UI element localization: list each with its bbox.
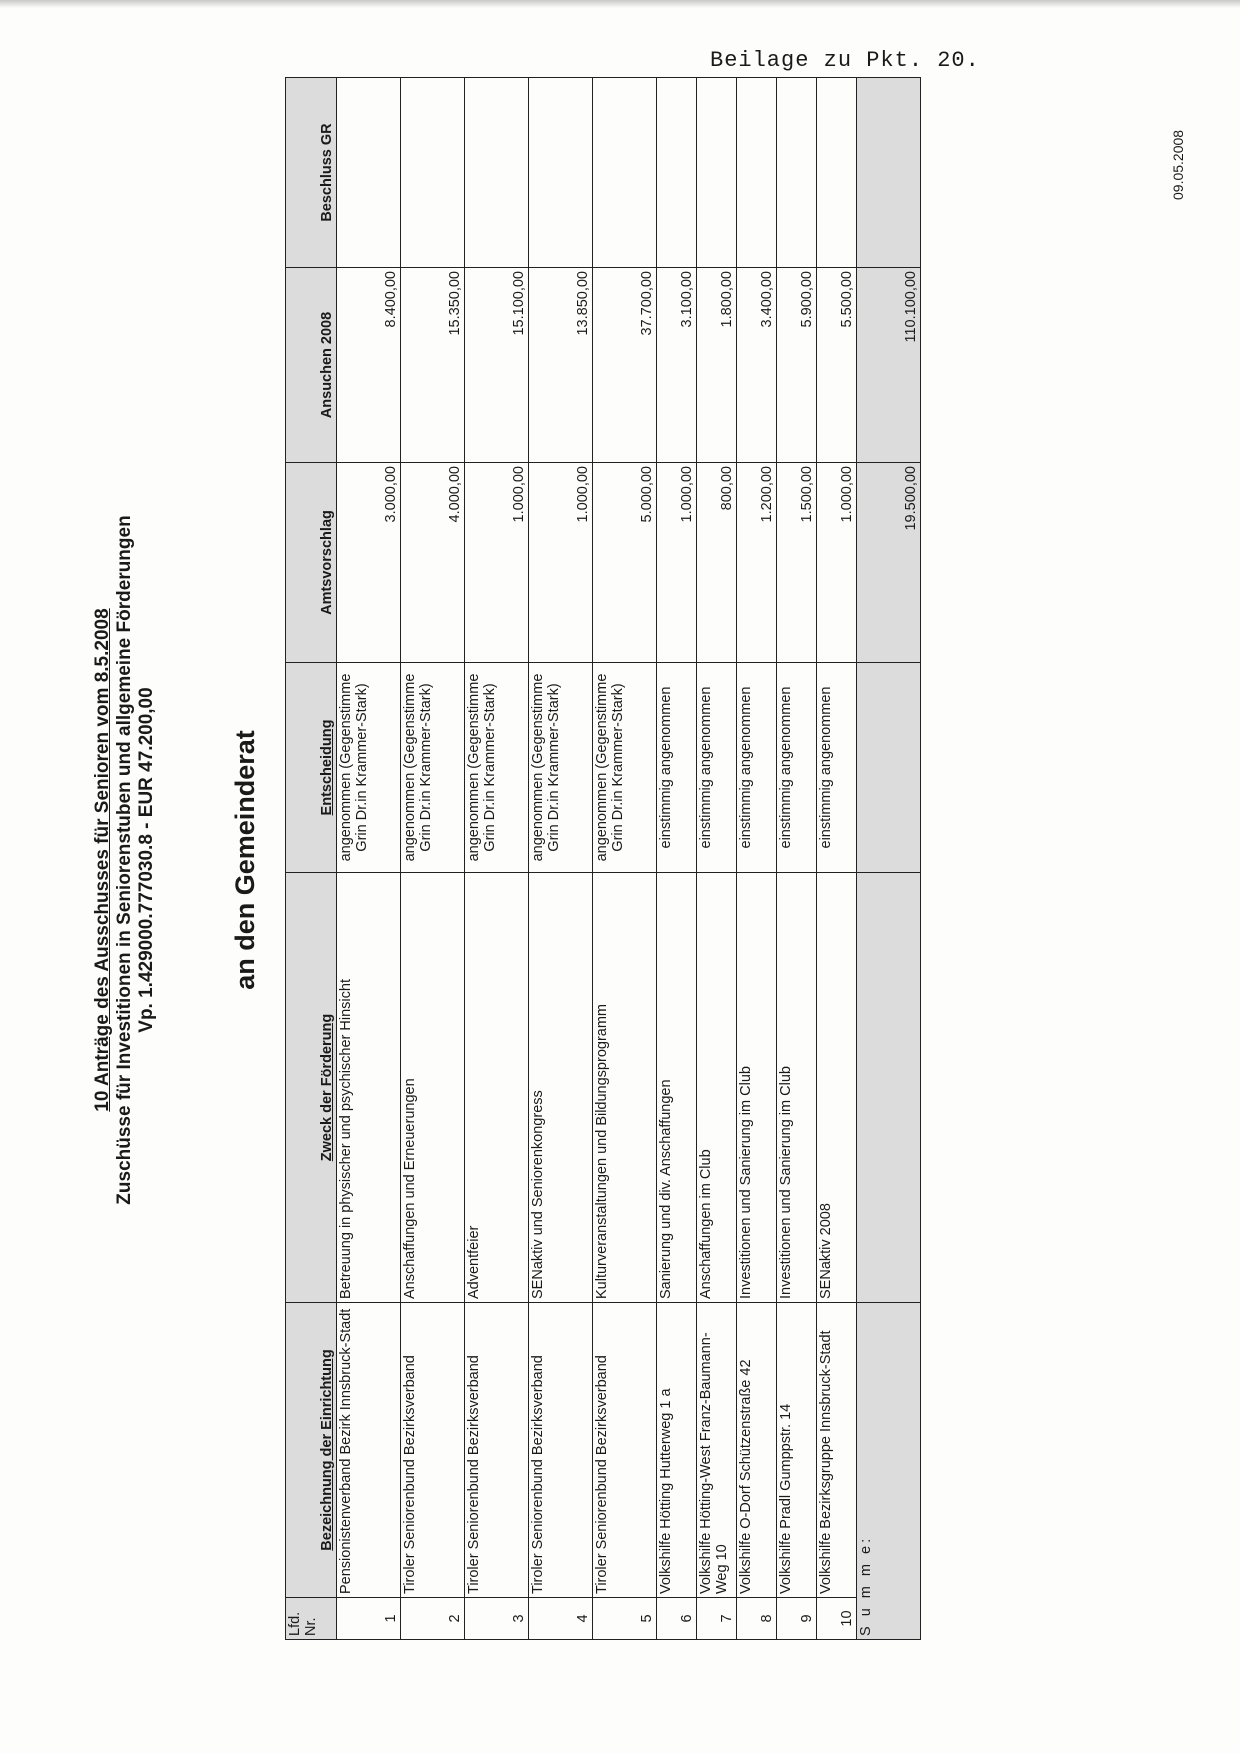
cell-zweck: SENaktiv und Seniorenkongress	[529, 873, 593, 1303]
cell-beschluss	[657, 78, 697, 268]
cell-entscheidung: angenommen (Gegenstimme Grin Dr.in Krammer-Stark)	[593, 663, 657, 873]
cell-amtsvorschlag: 1.000,00	[657, 463, 697, 663]
cell-amtsvorschlag: 1.500,00	[777, 463, 817, 663]
addressee: an den Gemeinderat	[230, 730, 260, 990]
cell-nr: 7	[697, 1598, 737, 1640]
cell-ansuchen: 1.800,00	[697, 268, 737, 463]
cell-entscheidung: angenommen (Gegenstimme Grin Dr.in Krammer-Stark)	[465, 663, 529, 873]
cell-ansuchen: 3.400,00	[737, 268, 777, 463]
sum-row	[857, 78, 921, 1640]
funding-table	[285, 77, 921, 1640]
table-header-row	[286, 78, 337, 1640]
cell-einrichtung: Volkshilfe Hötting Hutterweg 1 a	[657, 1303, 697, 1598]
header-ansuchen: Ansuchen 2008	[286, 268, 337, 463]
sum-amtsvorschlag: 19.500,00	[857, 463, 921, 663]
cell-zweck: Adventfeier	[465, 873, 529, 1303]
cell-entscheidung: einstimmig angenommen	[737, 663, 777, 873]
table-row	[401, 78, 465, 1640]
cell-ansuchen: 5.500,00	[817, 268, 857, 463]
sum-empty-entscheidung	[857, 663, 921, 873]
cell-nr: 8	[737, 1598, 777, 1640]
cell-einrichtung: Volkshilfe Pradl Gumppstr. 14	[777, 1303, 817, 1598]
cell-beschluss	[593, 78, 657, 268]
cell-zweck: SENaktiv 2008	[817, 873, 857, 1303]
cell-nr: 9	[777, 1598, 817, 1640]
cell-ansuchen: 15.350,00	[401, 268, 465, 463]
cell-entscheidung: angenommen (Gegenstimme Grin Dr.in Krammer-Stark)	[401, 663, 465, 873]
table-row	[593, 78, 657, 1640]
header-amtsvorschlag: Amtsvorschlag	[286, 463, 337, 663]
title-line-3: Vp. 1.429000.777030.8 - EUR 47.200,00	[136, 687, 157, 1033]
cell-einrichtung: Tiroler Seniorenbund Bezirksverband	[401, 1303, 465, 1598]
cell-entscheidung: angenommen (Gegenstimme Grin Dr.in Krammer-Stark)	[337, 663, 401, 873]
cell-zweck: Investitionen und Sanierung im Club	[737, 873, 777, 1303]
cell-einrichtung: Tiroler Seniorenbund Bezirksverband	[465, 1303, 529, 1598]
cell-beschluss	[337, 78, 401, 268]
cell-beschluss	[465, 78, 529, 268]
cell-ansuchen: 15.100,00	[465, 268, 529, 463]
cell-entscheidung: einstimmig angenommen	[817, 663, 857, 873]
sum-empty-zweck	[857, 873, 921, 1303]
rotated-document	[40, 10, 1160, 1710]
scan-edge	[0, 0, 1240, 8]
cell-einrichtung: Volkshilfe O-Dorf Schützenstraße 42	[737, 1303, 777, 1598]
cell-amtsvorschlag: 1.000,00	[465, 463, 529, 663]
cell-entscheidung: einstimmig angenommen	[697, 663, 737, 873]
cell-nr: 4	[529, 1598, 593, 1640]
cell-beschluss	[777, 78, 817, 268]
cell-beschluss	[817, 78, 857, 268]
cell-entscheidung: einstimmig angenommen	[657, 663, 697, 873]
title-line-1: 10 Anträge des Ausschusses für Senioren vom 8.5.2008	[92, 608, 113, 1112]
cell-einrichtung: Volkshilfe Bezirksgruppe Innsbruck-Stadt	[817, 1303, 857, 1598]
cell-nr: 10	[817, 1598, 857, 1640]
table-row	[697, 78, 737, 1640]
cell-zweck: Kulturveranstaltungen und Bildungsprogramm	[593, 873, 657, 1303]
header-zweck: Zweck der Förderung	[286, 873, 337, 1303]
cell-ansuchen: 37.700,00	[593, 268, 657, 463]
cell-entscheidung: einstimmig angenommen	[777, 663, 817, 873]
cell-einrichtung: Volkshilfe Hötting-West Franz-Baumann-Weg 10	[697, 1303, 737, 1598]
table-row	[465, 78, 529, 1640]
cell-zweck: Investitionen und Sanierung im Club	[777, 873, 817, 1303]
cell-einrichtung: Tiroler Seniorenbund Bezirksverband	[593, 1303, 657, 1598]
cell-zweck: Sanierung und div. Anschaffungen	[657, 873, 697, 1303]
cell-ansuchen: 5.900,00	[777, 268, 817, 463]
cell-zweck: Betreuung in physischer und psychischer Hinsicht	[337, 873, 401, 1303]
cell-beschluss	[697, 78, 737, 268]
document-title	[92, 10, 158, 1710]
cell-beschluss	[529, 78, 593, 268]
table-row	[777, 78, 817, 1640]
table-row	[337, 78, 401, 1640]
cell-nr: 2	[401, 1598, 465, 1640]
table-row	[737, 78, 777, 1640]
header-entscheidung: Entscheidung	[286, 663, 337, 873]
side-date: 09.05.2008	[1170, 129, 1186, 200]
cell-nr: 5	[593, 1598, 657, 1640]
cell-ansuchen: 8.400,00	[337, 268, 401, 463]
cell-amtsvorschlag: 1.000,00	[529, 463, 593, 663]
table-row	[657, 78, 697, 1640]
sum-beschluss	[857, 78, 921, 268]
sum-ansuchen: 110.100,00	[857, 268, 921, 463]
cell-ansuchen: 3.100,00	[657, 268, 697, 463]
cell-nr: 3	[465, 1598, 529, 1640]
cell-einrichtung: Pensionistenverband Bezirk Innsbruck-Stadt	[337, 1303, 401, 1598]
title-line-2: Zuschüsse für Investitionen in Seniorenstuben und allgemeine Förderungen	[114, 515, 135, 1205]
table-row	[817, 78, 857, 1640]
cell-amtsvorschlag: 5.000,00	[593, 463, 657, 663]
header-beschluss: Beschluss GR	[286, 78, 337, 268]
cell-amtsvorschlag: 1.000,00	[817, 463, 857, 663]
table-row	[529, 78, 593, 1640]
cell-einrichtung: Tiroler Seniorenbund Bezirksverband	[529, 1303, 593, 1598]
cell-beschluss	[737, 78, 777, 268]
cell-zweck: Anschaffungen und Erneuerungen	[401, 873, 465, 1303]
header-nr: Lfd. Nr.	[286, 1598, 337, 1640]
cell-amtsvorschlag: 4.000,00	[401, 463, 465, 663]
sum-label: S u m m e:	[857, 1303, 921, 1640]
header-einrichtung: Bezeichnung der Einrichtung	[286, 1303, 337, 1598]
cell-zweck: Anschaffungen im Club	[697, 873, 737, 1303]
cell-amtsvorschlag: 800,00	[697, 463, 737, 663]
attachment-label: Beilage zu Pkt. 20.	[710, 48, 980, 73]
cell-beschluss	[401, 78, 465, 268]
cell-amtsvorschlag: 1.200,00	[737, 463, 777, 663]
cell-entscheidung: angenommen (Gegenstimme Grin Dr.in Krammer-Stark)	[529, 663, 593, 873]
cell-nr: 6	[657, 1598, 697, 1640]
cell-amtsvorschlag: 3.000,00	[337, 463, 401, 663]
cell-nr: 1	[337, 1598, 401, 1640]
cell-ansuchen: 13.850,00	[529, 268, 593, 463]
